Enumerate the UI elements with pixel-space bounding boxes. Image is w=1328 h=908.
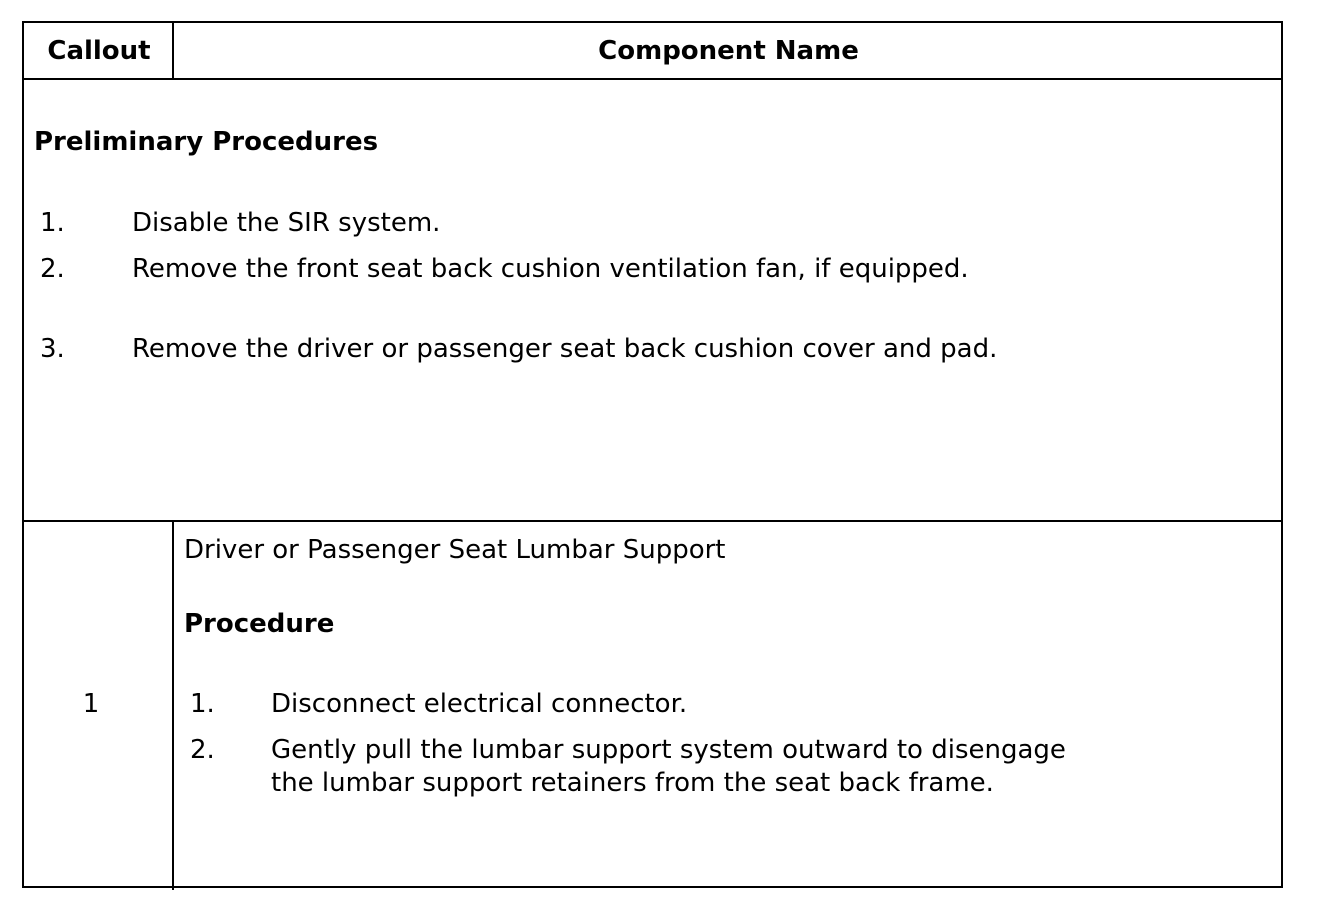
procedure-table xyxy=(22,21,1283,888)
row-1-step-2-number: 2. xyxy=(190,735,215,765)
preliminary-bottom-rule xyxy=(24,520,1281,522)
preliminary-step-2-number: 2. xyxy=(40,254,65,284)
row-1-step-2-text-line-1: Gently pull the lumbar support system outward to disengage xyxy=(271,735,1066,765)
row-1-callout: 1 xyxy=(82,689,100,719)
preliminary-step-2-text: Remove the front seat back cushion ventilation fan, if equipped. xyxy=(132,254,969,284)
row-column-divider xyxy=(172,520,174,890)
preliminary-step-3-number: 3. xyxy=(40,334,65,364)
row-1-step-1-number: 1. xyxy=(190,689,215,719)
row-1-step-1-text: Disconnect electrical connector. xyxy=(271,689,688,719)
header-bottom-rule xyxy=(24,78,1281,80)
header-component-name: Component Name xyxy=(598,35,859,66)
preliminary-step-1-number: 1. xyxy=(40,208,65,238)
header-callout: Callout xyxy=(47,35,151,66)
header-column-divider xyxy=(172,23,174,78)
preliminary-step-3-text: Remove the driver or passenger seat back cushion cover and pad. xyxy=(132,334,998,364)
preliminary-step-1-text: Disable the SIR system. xyxy=(132,208,441,238)
preliminary-title: Preliminary Procedures xyxy=(34,127,379,157)
row-1-procedure-title: Procedure xyxy=(184,609,335,639)
row-1-step-2-text-line-2: the lumbar support retainers from the seat back frame. xyxy=(271,768,994,798)
row-1-component-name: Driver or Passenger Seat Lumbar Support xyxy=(184,535,726,565)
